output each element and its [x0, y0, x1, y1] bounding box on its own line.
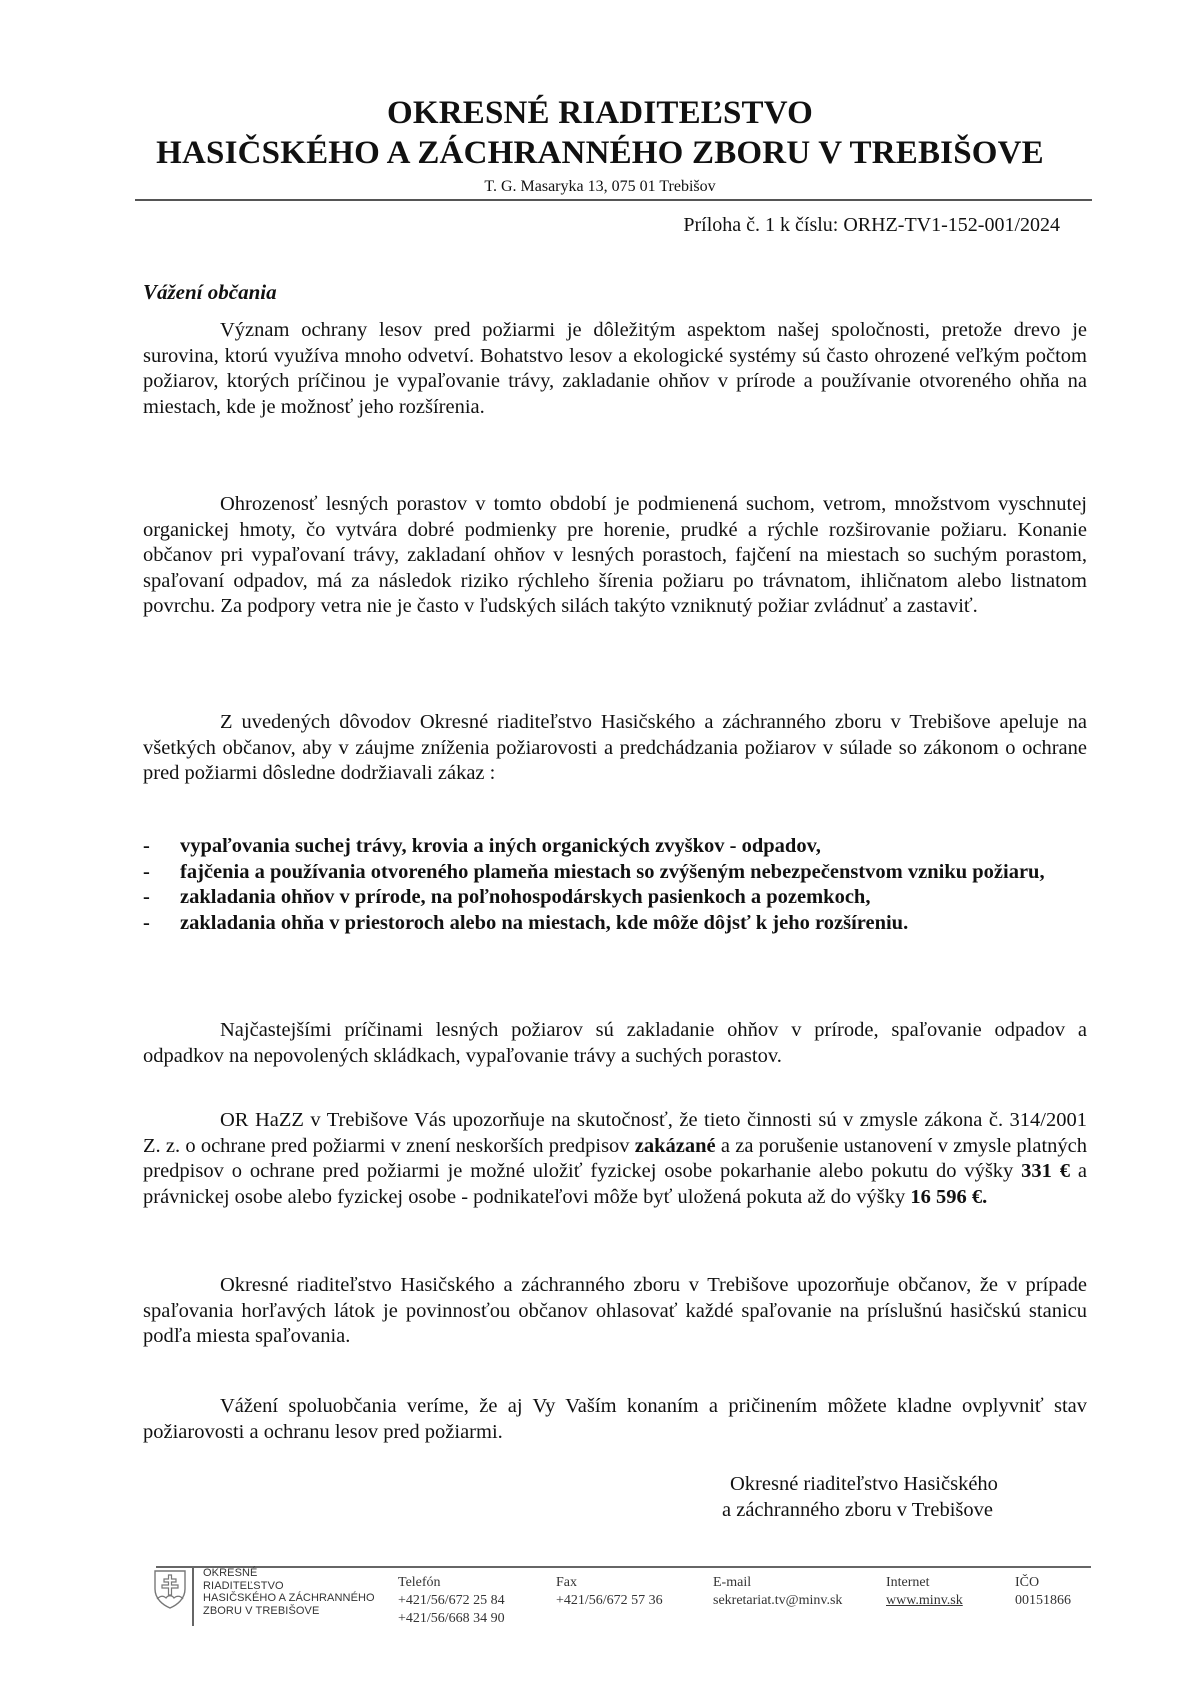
footer-internet	[886, 1574, 963, 1610]
bold-fine-individual: 331 €	[1021, 1160, 1071, 1182]
org-line: ZBORU V TREBIŠOVE	[203, 1604, 320, 1617]
dash-bullet: -	[143, 886, 150, 908]
paragraph-4: Najčastejšími príčinami lesných požiarov sú zakladanie ohňov v prírode, spaľovanie odpadov a odpadkov na nepovolených skládkach, vypaľovanie trávy a suchých porastov.	[143, 1019, 1087, 1067]
org-line: HASIČSKÉHO A ZÁCHRANNÉHO	[203, 1592, 375, 1604]
prohibitions-list	[143, 834, 1087, 936]
footer-ico	[1015, 1574, 1071, 1610]
list-item-text: vypaľovania suchej trávy, krovia a iných organických zvyškov - odpadov,	[180, 835, 821, 857]
list-item-text: zakladania ohňov v prírode, na poľnohospodárskych pasienkoch a pozemkoch,	[180, 886, 871, 908]
paragraph-7: Vážení spoluobčania veríme, že aj Vy Vaším konaním a pričinením môžete kladne ovplyvniť stav požiarovosti a ochranu lesov pred požiarmi.	[143, 1395, 1087, 1443]
paragraph-3: Z uvedených dôvodov Okresné riaditeľstvo Hasičského a záchranného zboru v Trebišove apeluje na všetkých občanov, aby v záujme zníženia požiarovosti a predchádzania požiarov v súlade so zákonom o ochrane pred požiarmi dôsledne dodržiavali zákaz :	[143, 711, 1087, 784]
header-address: T. G. Masaryka 13, 075 01 Trebišov	[484, 178, 716, 195]
internet-label: Internet	[886, 1575, 930, 1590]
footer-organization	[203, 1567, 375, 1617]
header-title-line1: OKRESNÉ RIADITEĽSTVO	[386, 95, 814, 131]
reference-number: Príloha č. 1 k číslu: ORHZ-TV1-152-001/2024	[683, 214, 1060, 236]
paragraph-5-text-c: a právnickej osobe alebo fyzickej osobe - podnikateľovi môže byť uložená pokuta až do výšky	[143, 1160, 1088, 1208]
signature-line1: Okresné riaditeľstvo Hasičského	[730, 1473, 998, 1495]
bold-prohibited: zakázané	[634, 1134, 716, 1157]
list-item-text: zakladania ohňa v priestoroch alebo na miestach, kde môže dôjsť k jeho rozšíreniu.	[180, 911, 909, 934]
salutation: Vážení občania	[143, 280, 277, 304]
paragraph-5	[143, 1108, 1087, 1210]
dash-bullet: -	[143, 835, 150, 857]
website-link[interactable]: www.minv.sk	[886, 1593, 963, 1608]
list-item	[143, 834, 1087, 860]
footer-fax	[556, 1574, 663, 1610]
fax-number: +421/56/672 57 36	[556, 1593, 663, 1608]
phone-number-1: +421/56/672 25 84	[398, 1593, 505, 1608]
slovak-coat-of-arms-icon	[153, 1569, 187, 1609]
list-item	[143, 911, 1087, 937]
list-item	[143, 860, 1087, 886]
footer-vertical-divider	[192, 1566, 194, 1626]
fax-label: Fax	[556, 1575, 577, 1590]
header-divider	[135, 199, 1092, 201]
list-item	[143, 885, 1087, 911]
paragraph-5-text-b: a za porušenie ustanovení v zmysle platných predpisov o ochrane pred požiarmi je možné uložiť fyzickej osobe pokarhanie alebo pokutu do výšky	[143, 1134, 1088, 1182]
phone-number-2: +421/56/668 34 90	[398, 1611, 505, 1626]
ico-number: 00151866	[1015, 1593, 1071, 1608]
email-label: E-mail	[713, 1575, 752, 1590]
paragraph-6: Okresné riaditeľstvo Hasičského a záchranného zboru v Trebišove upozorňuje občanov, že v prípade spaľovania horľavých látok je povinnosťou občanov ohlasovať každé spaľovanie na príslušnú hasičskú stanicu podľa miesta spaľovania.	[143, 1274, 1087, 1347]
list-item-text: fajčenia a používania otvoreného plameňa miestach so zvýšeným nebezpečenstvom vzniku požiaru,	[180, 860, 1045, 883]
org-line: OKRESNÉ	[203, 1567, 258, 1579]
dash-bullet: -	[143, 911, 150, 934]
phone-label: Telefón	[398, 1575, 441, 1590]
paragraph-1: Význam ochrany lesov pred požiarmi je dôležitým aspektom našej spoločnosti, pretože drevo je surovina, ktorú využíva mnoho odvetví. Bohatstvo lesov a ekologické systémy sú často ohrozené veľkým počtom požiarov, ktorých príčinou je vypaľovanie trávy, zakladanie ohňov v prírode a používanie otvoreného ohňa na miestach, kde je možnosť jeho rozšírenia.	[143, 319, 1087, 418]
dash-bullet: -	[143, 860, 150, 883]
footer-email	[713, 1574, 842, 1610]
ico-label: IČO	[1015, 1575, 1040, 1590]
bold-fine-legal-entity: 16 596 €.	[910, 1185, 988, 1208]
header-title-line2: HASIČSKÉHO A ZÁCHRANNÉHO ZBORU V TREBIŠOVE	[156, 135, 1044, 171]
paragraph-2: Ohrozenosť lesných porastov v tomto období je podmienená suchom, vetrom, množstvom vyschnutej organickej hmoty, čo vytvára dobré podmienky pre horenie, prudké a rýchle rozširovanie požiaru. Konanie občanov pri vypaľovaní trávy, zakladaní ohňov v lesných porastoch, fajčení na miestach so suchým porastom, spaľovaní odpadov, má za následok riziko rýchleho šírenia požiaru po trávnatom, ihličnatom alebo listnatom povrchu. Za podpory vetra nie je často v ľudských silách takýto vzniknutý požiar zvládnuť a zastaviť.	[143, 493, 1087, 617]
org-line: RIADITEĽSTVO	[203, 1579, 284, 1592]
signature-line2: a záchranného zboru v Trebišove	[722, 1499, 993, 1521]
paragraph-5-text-a: OR HaZZ v Trebišove Vás upozorňuje na skutočnosť, že tieto činnosti sú v zmysle zákona č. 314/2001 Z. z. o ochrane pred požiarmi v znení neskorších predpisov	[143, 1109, 1087, 1157]
email-address: sekretariat.tv@minv.sk	[713, 1593, 843, 1608]
footer-phone	[398, 1574, 505, 1628]
